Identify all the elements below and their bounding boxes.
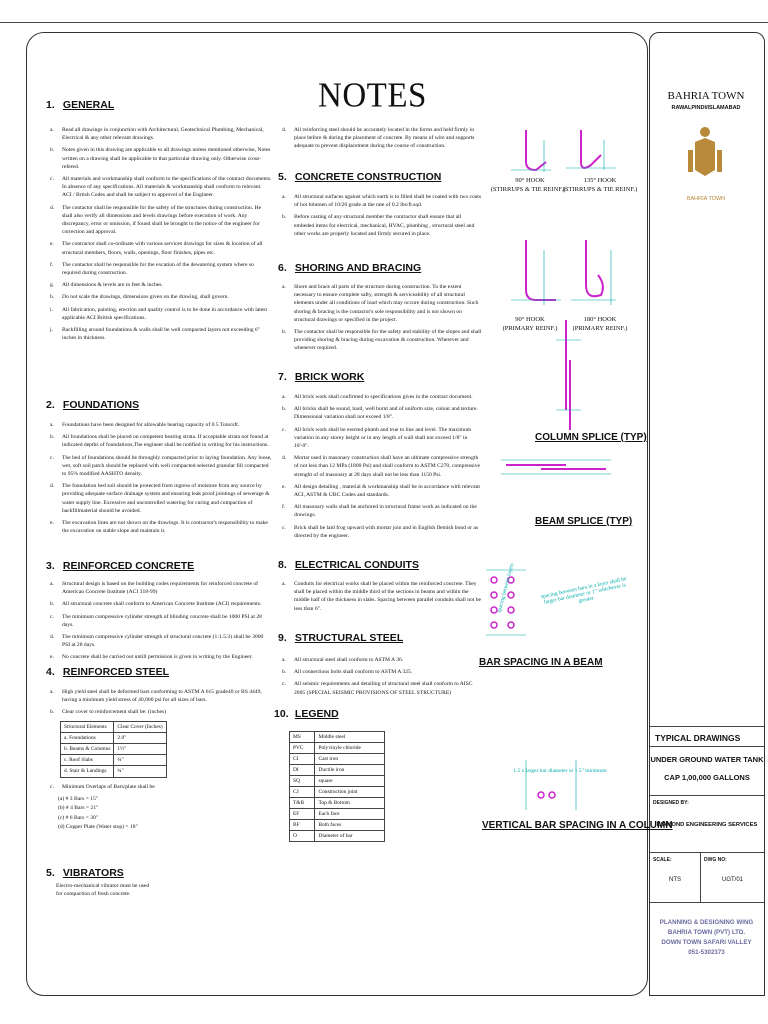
company-name: BAHRIA TOWN [667, 90, 745, 102]
section-construction-items [282, 193, 482, 242]
steel-item-a: High yield steel shall be deformed bars conforming to ASTM A 615 grade40 or BS 4449, having a minimum yield stress of 40,000 psi for all sizes of bars. [62, 689, 262, 704]
section-structural-steel-items [282, 656, 482, 701]
bahria-town-logo [680, 120, 730, 195]
note-item: a. Foundations have been designed for allowable bearing capacity of 0.5 Tons/sft. [50, 422, 240, 428]
hook-180-label: 180° HOOK [583, 316, 617, 323]
section-steel-heading: 4. REINFORCED STEEL [46, 666, 170, 678]
hook-180-sub: (PRIMARY REINF.) [572, 325, 628, 332]
column-spacing-note: 1.5 x larger bar diameter or 1.5" minimum [513, 768, 607, 774]
legend-row: CI Cast iron [290, 754, 385, 765]
note-item: b. Notes given in this drawing are applicable to all drawings unless mentioned otherwise, Notes written on a drawing shall be applicable to that particular drawing only. Otherwise cross-refered. [50, 147, 271, 170]
vibrators-text: Electro-mechanical vibrator must be used for compaction of fresh concrete. [56, 883, 150, 898]
section-foundations-heading: 2. FOUNDATIONS [46, 399, 140, 411]
planning-block: PLANNING & DESIGNING WING BAHRIA TOWN (PVT) LTD. DOWN TOWN SAFARI VALLEY 051-5302373 [659, 919, 754, 956]
note-item: g. All dimensions & levels are in feet & inches. [50, 282, 163, 289]
section-general-heading: 1. GENERAL [46, 99, 115, 111]
tb-divider-4 [649, 852, 764, 853]
overlap-list: (a) # 3 Bars = 15" (b) # 4 Bars = 21" (c) # 6 Bars = 30" (d) Copper Plate (Water stop) = 18" [58, 795, 138, 831]
hook-90-primary-label: 90° HOOK [515, 316, 545, 323]
note-item: e. All design detailing , material & workmanship shall be in accordance with relevant ACI, ASTM & UBC Codes and standards. [282, 483, 480, 499]
section-concrete-heading: 3. REINFORCED CONCRETE [46, 560, 195, 572]
page-title: NOTES [318, 77, 427, 115]
legend-row: T&B Top & Bottom [290, 798, 385, 809]
bar-spacing-beam-caption: BAR SPACING IN A BEAM [479, 657, 603, 668]
note-item: b. Before casting of any structural member the contractor shall ensure that all embeded items for electrical, mechanical, HVAC, plumbing , structural steel and other works are properly located and firmly secured in place. [282, 214, 475, 237]
tb-divider-2 [649, 746, 764, 747]
note-item: b. All bricks shall be sound, hard, well burnt and of uniform size, colour and texture. Dimensional variation shall not exceed 1/8". [282, 406, 478, 421]
note-item: e. No concrete shall be carried out untill permission is given in writing by the Engineer. [50, 654, 253, 661]
hook-135-label: 135° HOOK [583, 177, 617, 184]
tb-divider-5 [649, 902, 764, 903]
project-line-2: CAP 1,00,000 GALLONS [664, 773, 750, 782]
legend-row: BF Both faces [290, 820, 385, 831]
bar-spacing-note: spacing between bars in a layer shall be larger bar diameter or 1" whichever is greater [540, 576, 628, 606]
note-item: d. The minimum compressive cylinder strength of structural concrete (1:1.5:3) shall be 3000 PSI at 28 days. [50, 634, 264, 649]
section-steel-body: a. High yield steel shall be deformed bars conforming to ASTM A 615 grade40 or BS 4449, having a minimum yield stress of 40,000 psi for all sizes of bars. b. Clear cover to reinforcement shall be: (inches) Structural Elements Clear Cover (Inches) a. Foundations 2.0" b. Beams & Columns 1½" c. Roof Slabs ¾" d. Stair & Landings ¾" c. Minimum Overlaps of Bars/plate shall be (a) # 3 Bars = 15" (b) # 4 Bars = 21" (c) # 6 Bars = 30" (d) Copper Plate (Water stop) = 18" [50, 688, 272, 833]
scale-value: NTS [669, 877, 681, 883]
note-item: b. The contactor shall be responsible for the safety and stability of the slopes and shall providing shoring & bracing during excavation & construction. Wherever and whenever required. [282, 329, 482, 352]
legend-row: PVC Polyvinyle chloride [290, 743, 385, 754]
section-brick-items [282, 393, 482, 544]
section-concrete-items [50, 580, 272, 666]
note-item: a. All brick work shall confirmed to specifications gives in the contract document. [282, 394, 473, 400]
layer-spacing-note: spacing between layers [496, 562, 516, 614]
note-item: a. All structural surfaces against which earth is to filled shall be coated with two coats of hot bitumen of 10/20 grade at the rate of 0.2 lbs/ft.sqd. [282, 194, 482, 209]
section-construction-heading: 5. CONCRETE CONSTRUCTION [278, 171, 442, 183]
section-vibrators-heading: 5. VIBRATORS [46, 867, 124, 879]
note-item: c. The bed of foundations should be throughly compacted prior to laying foundation. Any loose, wet, soft soil patch should be replaced with well compacted selected granular fill compacted to 95% modified AASHTO density. [50, 454, 272, 478]
legend-row: MS Middle steel [290, 732, 385, 743]
note-item: a. Shore and brace all parts of the structure during construction. To the extent necessary to ensure complete safty, strength & serviceability of all structural elements under all conditions of load which may occure during construction. Such shoring & bracing is the contactor's sole responsibility and is not shown on structural drawings or specified in the project. [282, 284, 479, 323]
note-item: f. All masonary walls shall be anchored in structural frame work as indicated on the drawings. [282, 504, 477, 519]
legend-row: SQ square [290, 776, 385, 787]
legend-row: DI Ductile iron [290, 765, 385, 776]
clear-cover-table: Structural Elements Clear Cover (Inches) a. Foundations 2.0" b. Beams & Columns 1½" c. Roof Slabs ¾" d. Stair & Landings ¾" [60, 721, 167, 778]
legend-row: CJ Construction joint [290, 787, 385, 798]
section-electrical-items [282, 580, 482, 617]
designer-name: DIAMOND ENGINEERING SERVICES [656, 822, 758, 828]
steel-item-b: Clear cover to reinforcement shall be: (inches) [62, 709, 167, 716]
hook-90-primary-sub: (PRIMARY REINF.) [502, 325, 558, 332]
note-item: a. Read all drawings in conjunction with Architectural, Geotechnical Plumbing, Mechanical, Electrical & any other relevant drawings. [50, 127, 264, 142]
note-item: i. All fabrication, painting, erection and quality control is to be done in accordance with latest applicable ACI British specifications. [50, 306, 268, 321]
note-item: b. All foundations shall be placed on competent bearing strata. If acceptable strata not found at indicated depths of foundations,The engineer shall be notified in writing for his instructions. [50, 434, 269, 449]
legend-row: EF Each face [290, 809, 385, 820]
note-item: a. All structural steel shall conform to ASTM A 36. [282, 657, 404, 663]
project-line-1: UNDER GROUND WATER TANK [650, 755, 764, 764]
note-item: c. All materials and workmanship shall conform to the specifications of the contract documents. In absence of any specifications. All materials & workmanship shall conform to relevant. ACI / Brtish Codes and shall be subject to approvel of the Engineer. [50, 176, 272, 199]
dwg-no-label: DWG NO: [704, 857, 727, 863]
dwg-no-value: UGT/01 [721, 877, 743, 883]
note-item: d. The contactor shall be responsible for the safety of the structures during construction. He shall also verify all dimensions and levels drawings before execution of work. Any discrepancy, error or omission, if found shall be brought to the notice of the engineer for correction and approval. [50, 204, 262, 236]
note-item: b. All connections bolts shall conform to ASTM A 325. [282, 669, 413, 676]
note-item: j. Backfilling around foundations & walls shall be well compacted layers not exceeding 6" inches in thickness. [50, 327, 261, 342]
typical-drawings-label: TYPICAL DRAWINGS [655, 733, 741, 743]
top-rule [0, 22, 768, 23]
column-spacing-caption: VERTICAL BAR SPACING IN A COLUMN [482, 820, 673, 831]
tb-divider-3 [649, 795, 764, 796]
reinforcement-details-drawing [486, 110, 646, 880]
note-item: e. The contractor shall co-ordinate with various services drawings for sizes & location of all structural members, floors, walls, openings, floor finishes, pipes etc. [50, 241, 263, 256]
note-item: f. The contactor shall be responsible for the excation of the dewatering system where so required during construction. [50, 261, 254, 277]
note-item: e. The excavation lines are not shown on the drawings. It is contractor's responsibility to make the excavation on stable slope and maintain it. [50, 520, 268, 535]
note-item: a. Conduits for electrical works shall be placed within the reinforced concrete. They shall be placed within the middle third of the sections in beams and within the middle half of the thickness in slabs. Spacing between parallel conduits shall not be less than 6". [282, 581, 482, 612]
steel-item-c: Minimum Overlaps of Bars/plate shall be [62, 783, 155, 790]
section-legend-heading: 10. LEGEND [274, 708, 339, 720]
designed-by-label: DESIGNED BY: [653, 800, 689, 806]
section-general-items [50, 126, 272, 346]
section-electrical-heading: 8. ELECTRICAL CONDUITS [278, 559, 419, 571]
section-shoring-heading: 6. SHORING AND BRACING [278, 262, 422, 274]
hook-90-label: 90° HOOK [515, 177, 545, 184]
legend-table [289, 731, 385, 842]
note-item: c. Brick shall be laid frog upward with mortar join and in English flemish bond or as directed by the engineer. [282, 524, 479, 539]
hook-90-sub: (STIRRUPS & TIE REINF.) [490, 186, 566, 193]
note-item: h. Do not scale the drawings, dimensions given on the drawing, shall govern. [50, 294, 229, 301]
legend-row: O Diameter of bar [290, 831, 385, 842]
scale-label: SCALE: [653, 857, 672, 863]
section-structural-steel-heading: 9. STRUCTURAL STEEL [278, 632, 404, 644]
note-item: b. All structural concrete shall conform to American Concrete Institute (ACI) requirements. [50, 601, 262, 608]
beam-splice-caption: BEAM SPLICE (TYP) [535, 516, 633, 527]
note-item: d. Mortar used in masonary construction shall have an ultimate compressive strength of not less than 12 MPa (1800 Psi) and shall conform to ASTM C270, compressive strenght of of masonary at 28 days shall not be less than 1150 Psi. [282, 455, 480, 478]
logo-text: BAHRIA TOWN [686, 196, 726, 202]
note-item: c. All brick work shall be erected plumb and true to line and level. The maximum variation in any storey height or in any length of wall shall not exceed 1/8" in 10'-0". [282, 426, 472, 450]
section-shoring-items [282, 283, 482, 357]
section-foundations-items [50, 421, 272, 539]
note-item: a. Structural design is based on the building codes requirements for reinforced concrete of American Concrete Institute (ACI 318-99) [50, 581, 259, 596]
col2-top-item: d. All reinforcing steel should be accurately located in the forms and held firmly in place before & during the placement of concrete. By means of wire and supports adequate to prevent displacement during the course of construction. [282, 127, 475, 150]
section-brick-heading: 7. BRICK WORK [278, 371, 365, 383]
note-item: c. All seismic requirements and detailing of structural steel shall conform to AISC 2005 (SPECIAL SEISMIC PROVISIONS OF STEEL STRUCTURE) [282, 681, 473, 696]
tb-divider-1 [649, 726, 764, 727]
note-item: c. The minimum compressive cylinder strength of blinding concrete shall be 1000 PSI at 28 days. [50, 613, 262, 628]
column-splice-caption: COLUMN SPLICE (TYP) [535, 432, 647, 443]
hook-135-sub: (STIRRUPS & TIE REINF.) [562, 186, 638, 193]
note-item: d. The foundation bed soil should be protected from ingress of moisture from any source by providing adequate surface drainage system and ensuring leak proof jointings of sewerage & water supply line. Excessive and uncontrolled watering for curing and compaction of backfillmaterial should be avoided. [50, 483, 270, 514]
company-location: RAWALPINDI/ISLAMABAD [671, 105, 741, 111]
